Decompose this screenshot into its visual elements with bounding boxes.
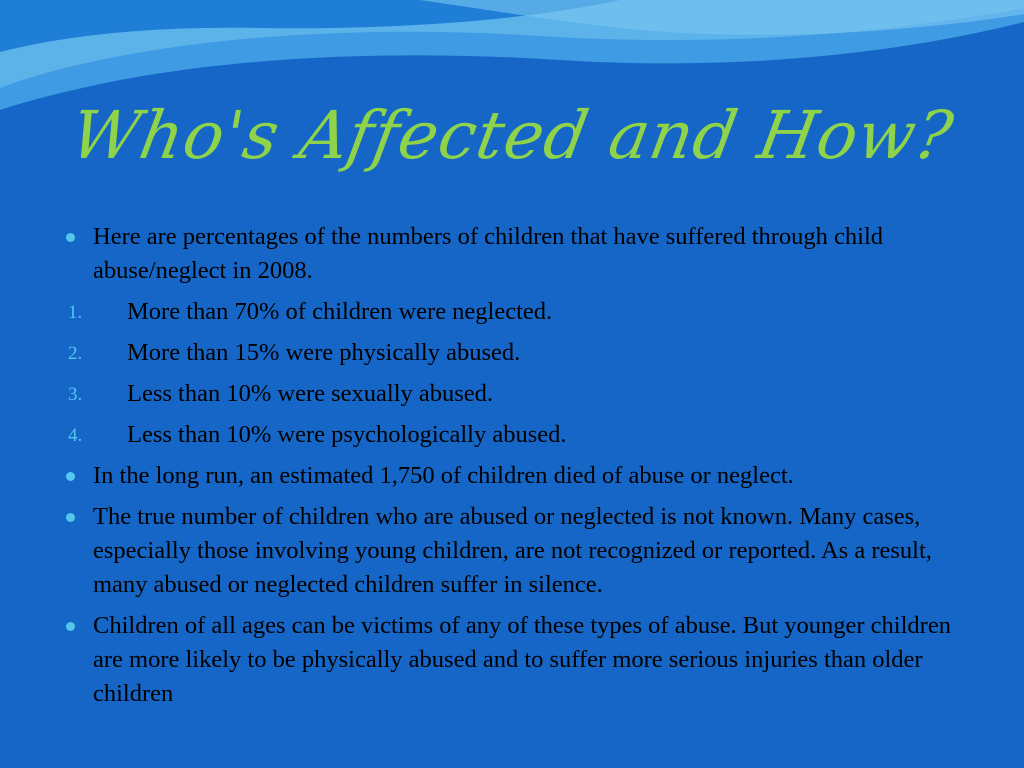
list-item-text: More than 70% of children were neglected.: [127, 298, 553, 325]
numbered-item: [60, 377, 980, 411]
slide-title: Who's Affected and How?: [65, 97, 960, 174]
list-item-text: Less than 10% were sexually abused.: [127, 380, 494, 407]
bullet-icon: [66, 233, 75, 242]
list-item: [60, 220, 980, 288]
list-item-text: In the long run, an estimated 1,750 of children died of abuse or neglect.: [93, 462, 794, 489]
list-item-text: Here are percentages of the numbers of children that have suffered through child abuse/neglect in 2008.: [93, 223, 884, 284]
bullet-icon: [66, 472, 75, 481]
bullet-icon: [66, 513, 75, 522]
list-item: [60, 500, 980, 602]
numbered-item: [60, 418, 980, 452]
number-marker: 1.: [68, 302, 83, 323]
content-list: [60, 220, 980, 711]
number-marker: 4.: [68, 425, 83, 446]
list-item-text: More than 15% were physically abused.: [127, 339, 521, 366]
numbered-item: [60, 295, 980, 329]
list-item: [60, 609, 980, 711]
bullet-icon: [66, 622, 75, 631]
number-marker: 3.: [68, 384, 83, 405]
number-marker: 2.: [68, 343, 83, 364]
list-item-text: The true number of children who are abused or neglected is not known. Many cases, especially those involving young children, are not recognized or reported. As a result, many abused or neglected children suffer in silence.: [93, 503, 932, 598]
numbered-item: [60, 336, 980, 370]
list-item: [60, 459, 980, 493]
list-item-text: Less than 10% were psychologically abused.: [127, 421, 567, 448]
list-item-text: Children of all ages can be victims of any of these types of abuse. But younger children are more likely to be physically abused and to suffer more serious injuries than older children: [93, 612, 951, 707]
